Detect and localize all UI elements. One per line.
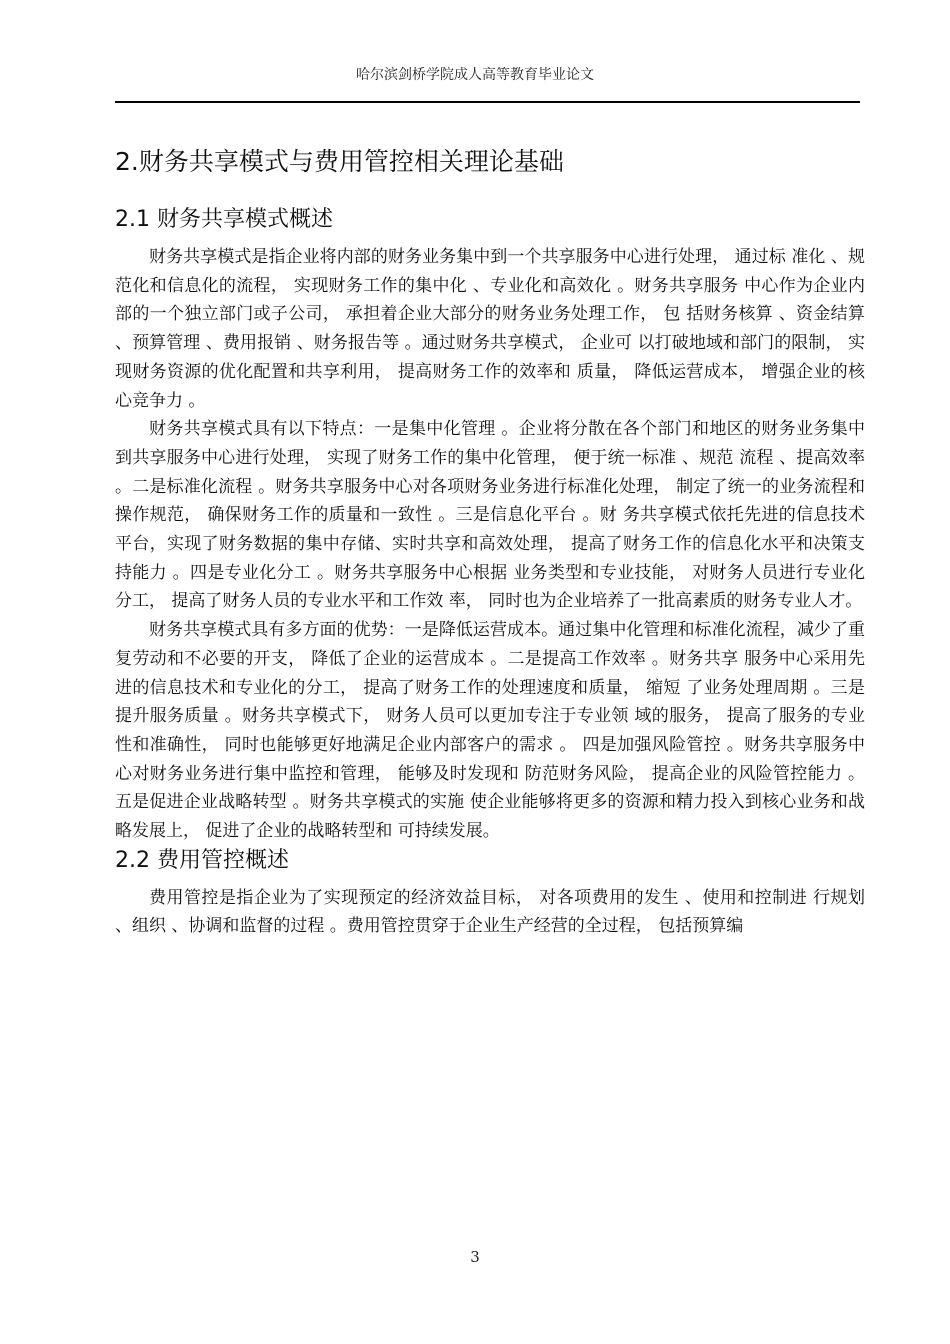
paragraph: 费用管控是指企业为了实现预定的经济效益目标， 对各项费用的发生 、使用和控制进 行规划 、组织 、协调和监督的过程 。费用管控贯穿于企业生产经营的全过程， 包括预算编: [115, 887, 865, 937]
header-divider: [115, 101, 860, 103]
chapter-title: 2.财务共享模式与费用管控相关理论基础: [115, 147, 564, 176]
paragraph: 财务共享模式具有以下特点：一是集中化管理 。企业将分散在各个部门和地区的财务业务集中到共享服务中心进行处理， 实现了财务工作的集中化管理， 便于统一标准 、规范 流程 、提高效率 。二是标准化流程 。财务共享服务中心对各项财务业务进行标准化处理， 制定了统一的业务流程和操作规范， 确保财务工作的质量和一致性 。三是信息化平台 。财 务共享模式依托先进的信息技术平台，实现了财务数据的集中存储、实时共享和高效处理， 提高了财务工作的信息化水平和决策支持能力 。四是专业化分工 。财务共享服务中心根据 业务类型和专业技能， 对财务人员进行专业化分工， 提高了财务人员的专业水平和工作效 率， 同时也为企业培养了一批高素质的财务专业人才。: [115, 419, 865, 612]
page-number: 3: [470, 1248, 480, 1266]
paragraph: 财务共享模式具有多方面的优势：一是降低运营成本。通过集中化管理和标准化流程，减少了重复劳动和不必要的开支， 降低了企业的运营成本 。二是提高工作效率 。财务共享 服务中心采用先进的信息技术和专业化的分工， 提高了财务工作的处理速度和质量， 缩短 了业务处理周期 。三是提升服务质量 。财务共享模式下， 财务人员可以更加专注于专业领 域的服务， 提高了服务的专业性和准确性， 同时也能够更好地满足企业内部客户的需求 。 四是加强风险管控 。财务共享服务中心对财务业务进行集中监控和管理， 能够及时发现和 防范财务风险， 提高企业的风险管控能力 。五是促进企业战略转型 。财务共享模式的实施 使企业能够将更多的资源和精力投入到核心业务和战略发展上， 促进了企业的战略转型和 可持续发展。: [115, 620, 865, 842]
paragraph: 财务共享模式是指企业将内部的财务业务集中到一个共享服务中心进行处理， 通过标 准化 、规范化和信息化的流程， 实现财务工作的集中化 、专业化和高效化 。财务共享服务 中心作为企业内部的一个独立部门或子公司， 承担着企业大部分的财务业务处理工作， 包 括财务核算 、资金结算 、预算管理 、费用报销 、财务报告等 。通过财务共享模式， 企业可 以打破地域和部门的限制， 实现财务资源的优化配置和共享利用， 提高财务工作的效率和 质量， 降低运营成本， 增强企业的核心竞争力 。: [115, 247, 865, 411]
section-title-2-1: 2.1 财务共享模式概述: [115, 207, 333, 232]
section-title-2-2: 2.2 费用管控概述: [115, 847, 289, 873]
document-body: [115, 145, 865, 941]
running-header: 哈尔滨剑桥学院成人高等教育毕业论文: [356, 67, 594, 83]
